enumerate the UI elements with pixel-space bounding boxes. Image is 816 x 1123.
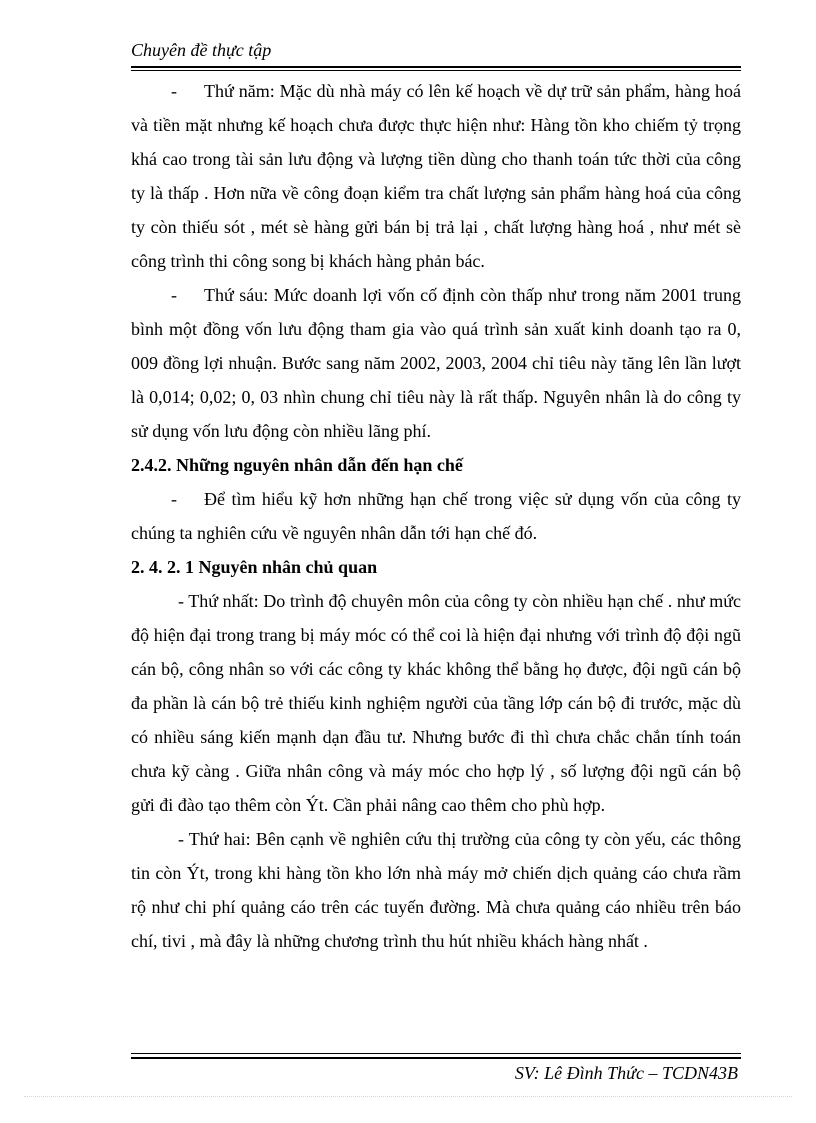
paragraph-text: Thứ sáu: Mức doanh lợi vốn cố định còn thấp như trong năm 2001 trung bình một đồng vốn lưu động tham gia vào quá trình sản xuất kinh doanh tạo ra 0, 009 đồng lợi nhuận. Bước sang năm 2002, 2003, 2004 chỉ tiêu này tăng lên lần lượt là 0,014; 0,02; 0, 03 nhìn chung chỉ tiêu này là rất thấp. Nguyên nhân là do công ty sử dụng vốn lưu động còn nhiều lãng phí. (131, 285, 741, 441)
footer-rule (131, 1057, 741, 1059)
header-rule-thin (131, 70, 741, 71)
header-title: Chuyên đề thực tập (131, 40, 272, 60)
paragraph-thu-nam (131, 74, 741, 278)
header-rule (131, 66, 741, 68)
footer-rule-thin (131, 1053, 741, 1054)
bullet-dash: - (171, 81, 177, 101)
paragraph-thu-hai: - Thứ hai: Bên cạnh về nghiên cứu thị trường của công ty còn yếu, các thông tin còn Ýt, trong khi hàng tồn kho lớn nhà máy mở chiến dịch quảng cáo chưa rầm rộ như chi phí quảng cáo trên các tuyến đường. Mà chưa quảng cáo nhiều trên báo chí, tivi , mà đây là những chương trình thu hút nhiều khách hàng nhất . (131, 829, 741, 951)
page-edge-divider (24, 1096, 792, 1097)
document-body (131, 74, 741, 958)
paragraph-thu-nhat: - Thứ nhất: Do trình độ chuyên môn của công ty còn nhiều hạn chế . như mức độ hiện đại trong trang bị máy móc có thể coi là hiện đại nhưng với trình độ đội ngũ cán bộ, công nhân so với các công ty khác không thể bằng họ được, đội ngũ cán bộ đa phần là cán bộ trẻ thiếu kinh nghiệm người của tầng lớp cán bộ đi trước, mặc dù có nhiều sáng kiến mạnh dạn đầu tư. Nhưng bước đi thì chưa chắc chắn tính toán chưa kỹ càng . Giữa nhân công và máy móc cho hợp lý , số lượng đội ngũ cán bộ gửi đi đào tạo thêm còn Ýt. Cần phải nâng cao thêm cho phù hợp. (131, 591, 741, 815)
paragraph-text: Để tìm hiểu kỹ hơn những hạn chế trong việc sử dụng vốn của công ty chúng ta nghiên cứu về nguyên nhân dẫn tới hạn chế đó. (131, 489, 741, 543)
footer-author: SV: Lê Đình Thức – TCDN43B (514, 1063, 738, 1083)
section-heading-2-4-2-1: 2. 4. 2. 1 Nguyên nhân chủ quan (131, 557, 378, 577)
paragraph-thu-sau (131, 278, 741, 448)
section-heading-2-4-2: 2.4.2. Những nguyên nhân dẫn đến hạn chế (131, 455, 463, 475)
bullet-dash: - (171, 285, 177, 305)
paragraph-intro-nguyen-nhan (131, 482, 741, 550)
paragraph-text: Thứ năm: Mặc dù nhà máy có lên kế hoạch về dự trữ sản phẩm, hàng hoá và tiền mặt nhưng kế hoạch chưa được thực hiện như: Hàng tồn kho chiếm tỷ trọng khá cao trong tài sản lưu động và lượng tiền dùng cho thanh toán tức thời của công ty là thấp . Hơn nữa về công đoạn kiểm tra chất lượng sản phẩm hàng hoá của công ty còn thiếu sót , mét sè hàng gửi bán bị trả lại , chất lượng hàng hoá , như mét sè công trình thi công song bị khách hàng phản bác. (131, 81, 741, 271)
bullet-dash: - (171, 489, 177, 509)
